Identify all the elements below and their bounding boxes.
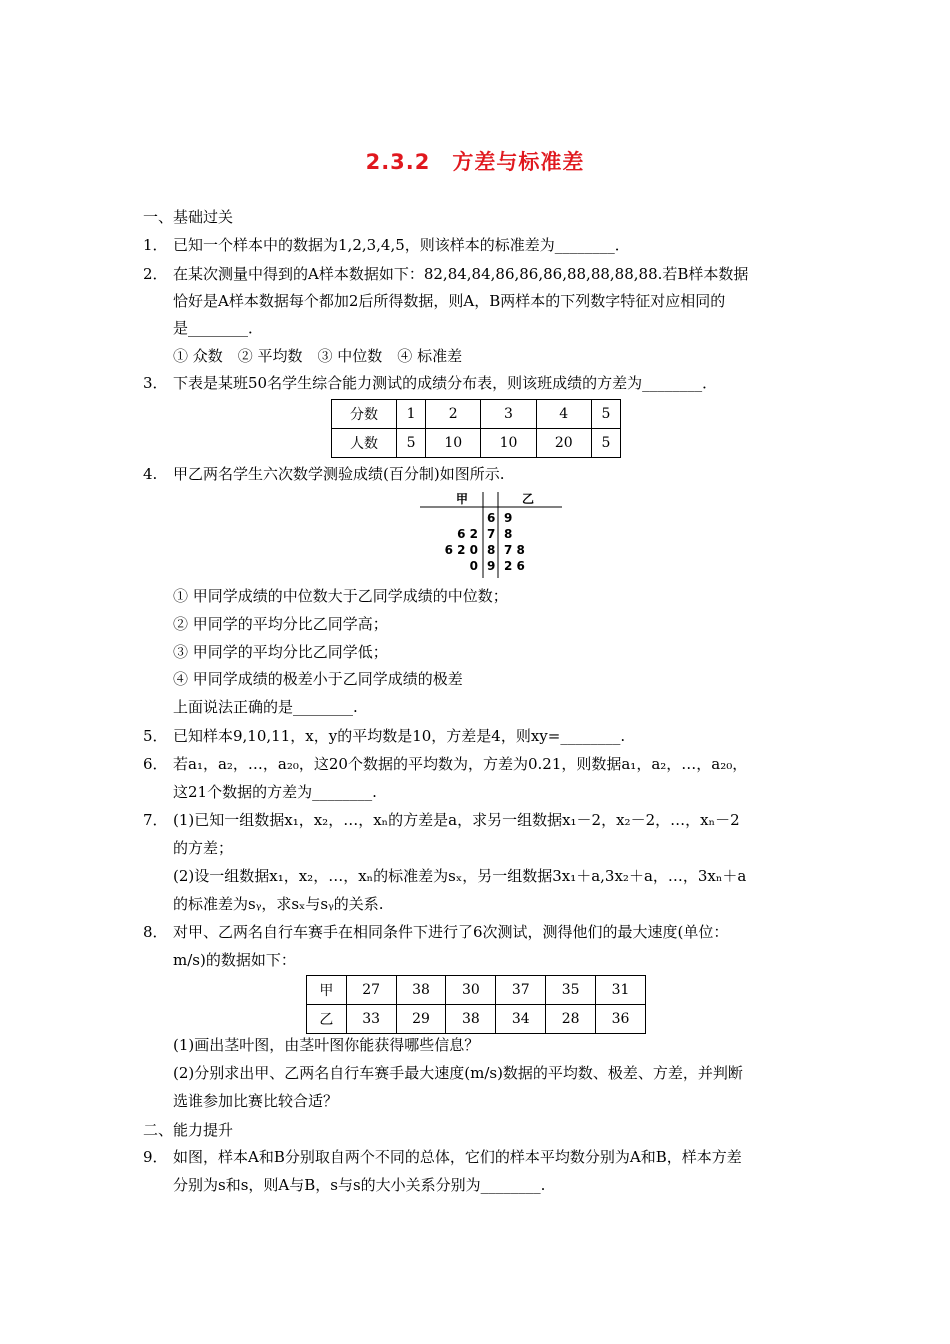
table-row	[332, 400, 621, 429]
question-number: 5．	[143, 727, 168, 745]
section-heading-advanced: 二、能力提升	[143, 1121, 234, 1139]
table-cell: 20	[536, 429, 591, 458]
stem-value: 6	[487, 511, 496, 525]
question-text: 已知样本9,10,11，x，y的平均数是10，方差是4，则xy=________.	[173, 727, 626, 745]
table-cell: 3	[481, 400, 536, 429]
question-text: 已知一个样本中的数据为1,2,3,4,5，则该样本的标准差为________．	[173, 236, 630, 254]
question-options: ① 众数 ② 平均数 ③ 中位数 ④ 标准差	[173, 347, 463, 365]
table-cell: 乙	[307, 1005, 347, 1034]
question-text: 的方差；	[173, 839, 234, 857]
question-text: 在某次测量中得到的A样本数据如下：82,84,84,86,86,86,88,88,88,88.若B样本数据	[173, 265, 749, 283]
question-text: (2)设一组数据x₁，x₂，…，xₙ的标准差为sₓ，另一组数据3x₁＋a,3x₂＋a，…，3xₙ＋a	[173, 867, 747, 885]
table-cell: 5	[397, 429, 426, 458]
table-cell: 36	[596, 1005, 646, 1034]
table-cell: 人数	[332, 429, 397, 458]
stem-value: 9	[487, 559, 496, 573]
table-cell: 分数	[332, 400, 397, 429]
question-text: 上面说法正确的是________.	[173, 698, 358, 716]
leaf-left: 6 2 0	[444, 543, 478, 557]
table-cell: 33	[346, 1005, 396, 1034]
stem-row	[420, 559, 570, 574]
table-cell: 38	[396, 976, 446, 1005]
stem-value: 8	[487, 543, 496, 557]
table-cell: 1	[397, 400, 426, 429]
question-text: 如图，样本A和B分别取自两个不同的总体，它们的样本平均数分别为A和B，样本方差	[173, 1148, 742, 1166]
question-number: 6．	[143, 755, 168, 773]
question-text: 的标准差为sᵧ，求sₓ与sᵧ的关系.	[173, 895, 384, 913]
question-text: m/s)的数据如下：	[173, 951, 296, 969]
question-text: 这21个数据的方差为________.	[173, 783, 377, 801]
table-cell: 4	[536, 400, 591, 429]
question-number: 9．	[143, 1148, 168, 1166]
leaf-left: 6 2	[457, 527, 478, 541]
table-cell: 10	[426, 429, 481, 458]
leaf-right: 9	[504, 511, 513, 525]
question-text: 选谁参加比赛比较合适？	[173, 1092, 339, 1110]
question-text: 恰好是A样本数据每个都加2后所得数据，则A，B两样本的下列数字特征对应相同的	[173, 292, 726, 310]
table-row	[307, 1005, 646, 1034]
table-cell: 29	[396, 1005, 446, 1034]
stem-header-left: 甲	[456, 492, 469, 506]
speed-data-table	[306, 975, 646, 1034]
question-number: 1．	[143, 236, 168, 254]
stem-row	[420, 527, 570, 542]
leaf-right: 2 6	[504, 559, 525, 573]
question-number: 8．	[143, 923, 168, 941]
section-heading-basic: 一、基础过关	[143, 208, 234, 226]
question-text: 甲乙两名学生六次数学测验成绩(百分制)如图所示.	[173, 465, 505, 483]
question-text: 若a₁，a₂，…，a₂₀，这20个数据的平均数为，方差为0.21，则数据a₁，a₂，…，a₂₀，	[173, 755, 748, 773]
statement-option: ① 甲同学成绩的中位数大于乙同学成绩的中位数；	[173, 587, 508, 605]
question-number: 4.	[143, 465, 158, 483]
table-cell: 31	[596, 976, 646, 1005]
table-cell: 30	[446, 976, 496, 1005]
statement-option: ③ 甲同学的平均分比乙同学低；	[173, 643, 388, 661]
leaf-right: 7 8	[504, 543, 525, 557]
leaf-right: 8	[504, 527, 513, 541]
table-cell: 34	[496, 1005, 546, 1034]
table-cell: 2	[426, 400, 481, 429]
stem-row	[420, 511, 570, 526]
table-cell: 28	[546, 1005, 596, 1034]
score-distribution-table	[331, 399, 621, 458]
question-number: 7．	[143, 811, 168, 829]
stem-row	[420, 543, 570, 558]
table-cell: 27	[346, 976, 396, 1005]
statement-option: ② 甲同学的平均分比乙同学高；	[173, 615, 388, 633]
table-cell: 35	[546, 976, 596, 1005]
question-text: (1)已知一组数据x₁，x₂，…，xₙ的方差是a，求另一组数据x₁－2，x₂－2，…，xₙ－2	[173, 811, 740, 829]
table-row	[332, 429, 621, 458]
table-row	[307, 976, 646, 1005]
question-text: 分别为s和s，则A与B，s与s的大小关系分别为________.	[173, 1176, 546, 1194]
leaf-left: 0	[469, 559, 478, 573]
stem-leaf-plot	[420, 490, 570, 580]
table-cell: 甲	[307, 976, 347, 1005]
question-number: 3．	[143, 374, 168, 392]
question-text: 对甲、乙两名自行车赛手在相同条件下进行了6次测试，测得他们的最大速度(单位：	[173, 923, 729, 941]
question-text: (2)分别求出甲、乙两名自行车赛手最大速度(m/s)数据的平均数、极差、方差，并判断	[173, 1064, 743, 1082]
page-title: 2.3.2 方差与标准差	[365, 150, 585, 174]
question-text: 下表是某班50名学生综合能力测试的成绩分布表，则该班成绩的方差为________．	[173, 374, 718, 392]
question-number: 2．	[143, 265, 168, 283]
statement-option: ④ 甲同学成绩的极差小于乙同学成绩的极差	[173, 670, 463, 688]
table-cell: 10	[481, 429, 536, 458]
table-cell: 5	[591, 429, 620, 458]
question-text: (1)画出茎叶图，由茎叶图你能获得哪些信息？	[173, 1036, 480, 1054]
table-cell: 38	[446, 1005, 496, 1034]
stem-header-right: 乙	[522, 492, 535, 506]
table-cell: 5	[591, 400, 620, 429]
stem-value: 7	[487, 527, 496, 541]
question-text: 是________．	[173, 319, 264, 337]
table-cell: 37	[496, 976, 546, 1005]
